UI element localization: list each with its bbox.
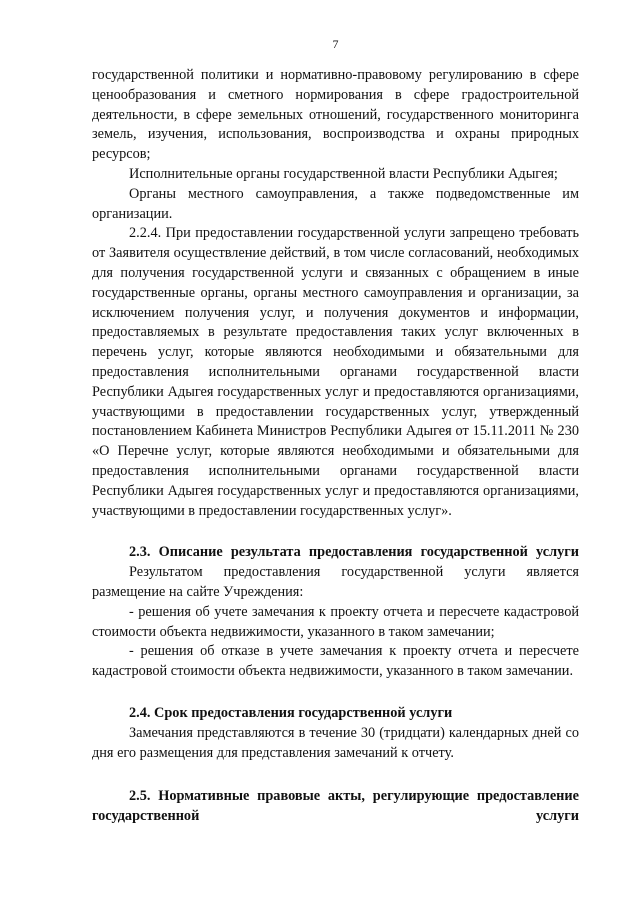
paragraph-local-bodies: Органы местного самоуправления, а также подведомственные им организации. [92, 185, 579, 222]
section-2-4-heading: 2.4. Срок предоставления государственной услуги [129, 704, 453, 721]
paragraph-executive-bodies: Исполнительные органы государственной власти Республики Адыгея; [129, 165, 558, 182]
section-2-3-item: - решения об учете замечания к проекту отчета и пересчете кадастровой стоимости объекта недвижимости, указанного в таком замечании; [92, 603, 579, 640]
page-number: 7 [332, 37, 339, 51]
paragraph-2-2-4: 2.2.4. При предоставлении государственной услуги запрещено требовать от Заявителя осуществление действий, в том числе согласований, необходимых для получения государственной услуги и связанных с обращением в иные государственные органы, органы местного самоуправления и организации, за исключением получения услуг, и получения документов и информации, предоставляемых в результате предоставления таких услуг включенных в перечень услуг, которые являются необходимыми и обязательными для предоставления исполнительными органами государственной власти Республики Адыгея государственных услуг и предоставляются организациями, участвующими в предоставлении государственных услуг, утвержденный постановлением Кабинета Министров Республики Адыгея от 15.11.2011 № 230 «О Перечне услуг, которые являются необходимыми и обязательными для предоставления исполнительными органами государственной власти Республики Адыгея государственных услуг и предоставляются организациями, участвующими в предоставлении государственных услуг». [92, 225, 579, 519]
section-2-3-item: - решения об отказе в учете замечания к проекту отчета и пересчете кадастровой стоимости объекта недвижимости, указанного в таком замечании. [92, 643, 579, 680]
section-2-5-heading: 2.5. Нормативные правовые акты, регулирующие предоставление государственной услуги [92, 788, 579, 825]
paragraph-policy: государственной политики и нормативно-правовому регулированию в сфере ценообразования и сметного нормирования в сфере градостроительной деятельности, в сфере земельных отношений, государственного мониторинга земель, изучения, использования, воспроизводства и охраны природных ресурсов; [92, 67, 579, 163]
section-2-3-intro: Результатом предоставления государственной услуги является размещение на сайте Учреждения: [92, 564, 579, 600]
page-body [92, 66, 579, 827]
section-2-3-heading: 2.3. Описание результата предоставления государственной услуги [129, 544, 579, 561]
section-2-4-text: Замечания представляются в течение 30 (тридцати) календарных дней со дня его размещения для представления замечаний к отчету. [92, 724, 579, 761]
